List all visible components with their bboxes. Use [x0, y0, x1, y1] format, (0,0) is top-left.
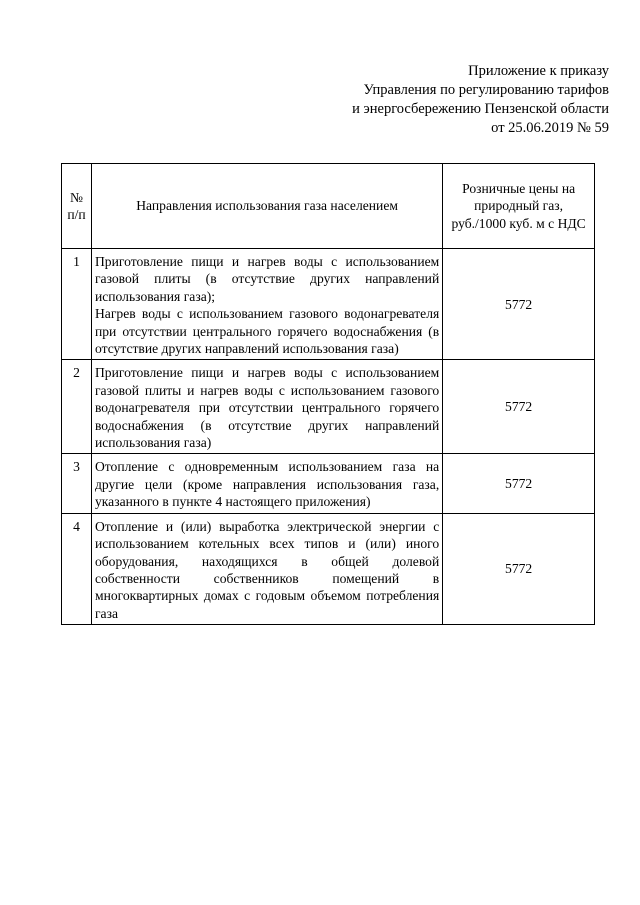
table-row: [62, 360, 595, 454]
row-number: 3: [62, 454, 92, 513]
retail-price-cell: 5772: [443, 249, 595, 360]
table-body: [62, 249, 595, 625]
usage-direction-text: Отопление и (или) выработка электрической энергии с использованием котельных всех типов и (или) иного оборудования, находящихся в общей долевой собственности собственников помещений в многоквартирных домах с годовым объемом потребления газа: [94, 518, 440, 621]
usage-direction-text: Приготовление пищи и нагрев воды с использованием газовой плиты и нагрев воды с использованием газового водонагревателя при отсутствии центрального горячего водоснабжения (в отсутствие других направлений использования газа): [94, 365, 440, 451]
order-reference-header: [249, 62, 609, 138]
column-header-number-pp: п/п: [67, 207, 86, 222]
usage-direction-cell: [91, 454, 442, 513]
retail-price-cell: 5772: [443, 454, 595, 513]
retail-price-cell: 5772: [443, 513, 595, 624]
retail-price-cell: 5772: [443, 360, 595, 454]
usage-direction-cell: [91, 513, 442, 624]
table-row: [62, 249, 595, 360]
row-number: 4: [62, 513, 92, 624]
usage-direction-text: Отопление с одновременным использованием газа на другие цели (кроме направления использования газа, указанного в пункте 4 настоящего приложения): [94, 459, 440, 510]
column-header-number: [62, 164, 92, 249]
table-row: [62, 513, 595, 624]
usage-direction-cell: [91, 249, 442, 360]
header-line-authority: Управления по регулированию тарифов: [363, 82, 609, 98]
table-row: [62, 454, 595, 513]
gas-price-table: [61, 163, 595, 625]
header-line-appendix: Приложение к приказу: [468, 63, 609, 79]
usage-direction-text: Приготовление пищи и нагрев воды с использованием газовой плиты (в отсутствие других направлений использования газа);: [94, 254, 440, 304]
table-header-row: [62, 164, 595, 249]
column-header-price: Розничные цены на природный газ, руб./1000 куб. м с НДС: [443, 164, 595, 249]
usage-direction-cell: [91, 360, 442, 454]
header-line-order-date: от 25.06.2019 № 59: [491, 120, 609, 136]
row-number: 2: [62, 360, 92, 454]
column-header-number-sign: №: [69, 189, 83, 205]
header-line-region: и энергосбережению Пензенской области: [352, 101, 609, 117]
column-header-direction: Направления использования газа населением: [91, 164, 442, 249]
row-number: 1: [62, 249, 92, 360]
usage-direction-text: Нагрев воды с использованием газового водонагревателя при отсутствии центрального горячего водоснабжения (в отсутствие других направлений использования газа): [94, 306, 440, 357]
